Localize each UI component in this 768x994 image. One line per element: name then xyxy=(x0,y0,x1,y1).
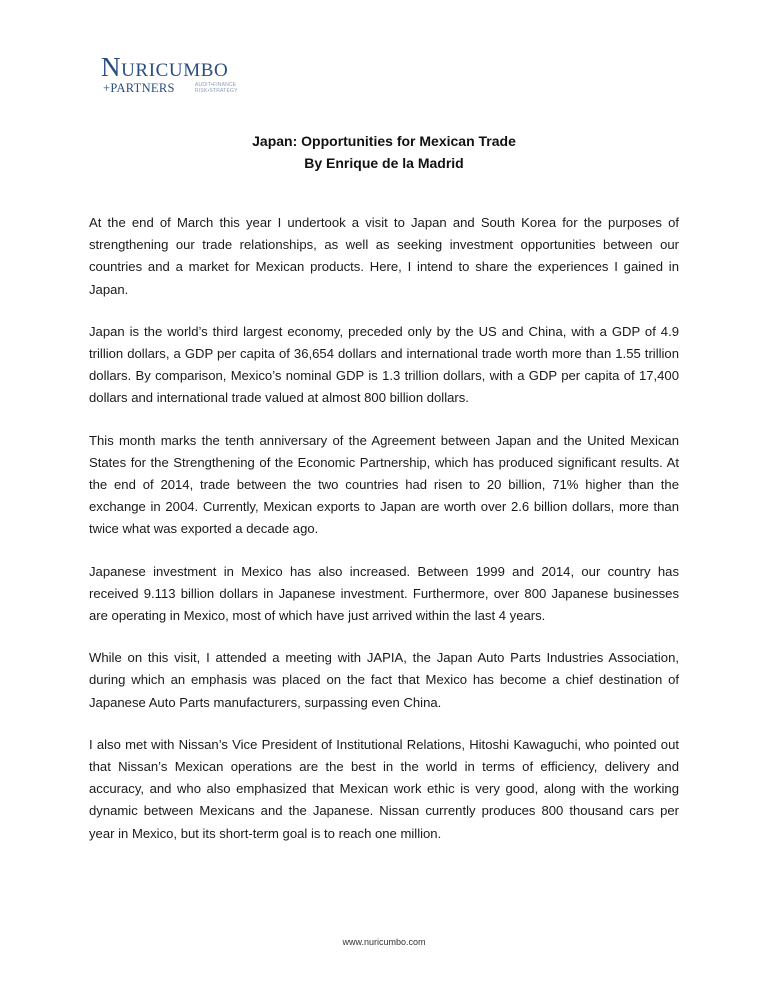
logo-tagline xyxy=(195,82,238,94)
document-byline: By Enrique de la Madrid xyxy=(304,155,464,171)
footer-url: www.nuricumbo.com xyxy=(342,937,426,947)
logo-tagline-line-1: AUDIT•FINANCE xyxy=(195,82,237,88)
paragraph: Japanese investment in Mexico has also increased. Between 1999 and 2014, our country has received 9.113 billion dollars in Japanese investment. Furthermore, over 800 Japanese businesses are operating in Mexico, most of which have just arrived within the last 4 years. xyxy=(89,563,679,624)
document-title: Japan: Opportunities for Mexican Trade xyxy=(252,133,516,149)
company-logo xyxy=(101,54,271,102)
paragraph: While on this visit, I attended a meeting with JAPIA, the Japan Auto Parts Industries Association, during which an emphasis was placed on the fact that Mexico has become a chief destination of Japanese Auto Parts manufacturers, surpassing even China. xyxy=(89,650,679,710)
document-header xyxy=(0,130,768,174)
paragraph: This month marks the tenth anniversary of the Agreement between Japan and the United Mexican States for the Strengthening of the Economic Partnership, which has produced significant results. At the end of 2014, trade between the two countries had risen to 20 billion, 71% higher than the exchange in 2004. Currently, Mexican exports to Japan are worth over 2.6 billion dollars, more than twice what was exported a decade ago. xyxy=(89,432,679,537)
paragraph: Japan is the world’s third largest economy, preceded only by the US and China, with a GDP of 4.9 trillion dollars, a GDP per capita of 36,654 dollars and international trade worth more than 1.55 trillion dollars. By comparison, Mexico’s nominal GDP is 1.3 trillion dollars, with a GDP per capita of 17,400 dollars and international trade valued at almost 800 billion dollars. xyxy=(89,323,679,406)
logo-tagline-line-2: RISK•STRATEGY xyxy=(195,88,238,94)
article-body xyxy=(89,212,679,865)
logo-partners: +PARTNERS xyxy=(103,81,175,95)
logo-wordmark: Nuricumbo xyxy=(101,52,229,82)
paragraph: I also met with Nissan’s Vice President of Institutional Relations, Hitoshi Kawaguchi, who pointed out that Nissan’s Mexican operations are the best in the world in terms of efficiency, delivery and accuracy, and who also emphasized that Mexican work ethic is very good, along with the working dynamic between Mexicans and the Japanese. Nissan currently produces 800 thousand cars per year in Mexico, but its short-term goal is to reach one million. xyxy=(89,736,679,841)
paragraph: At the end of March this year I undertook a visit to Japan and South Korea for the purposes of strengthening our trade relationships, as well as seeking investment opportunities between our countries and a market for Mexican products. Here, I intend to share the experiences I gained in Japan. xyxy=(89,215,679,297)
